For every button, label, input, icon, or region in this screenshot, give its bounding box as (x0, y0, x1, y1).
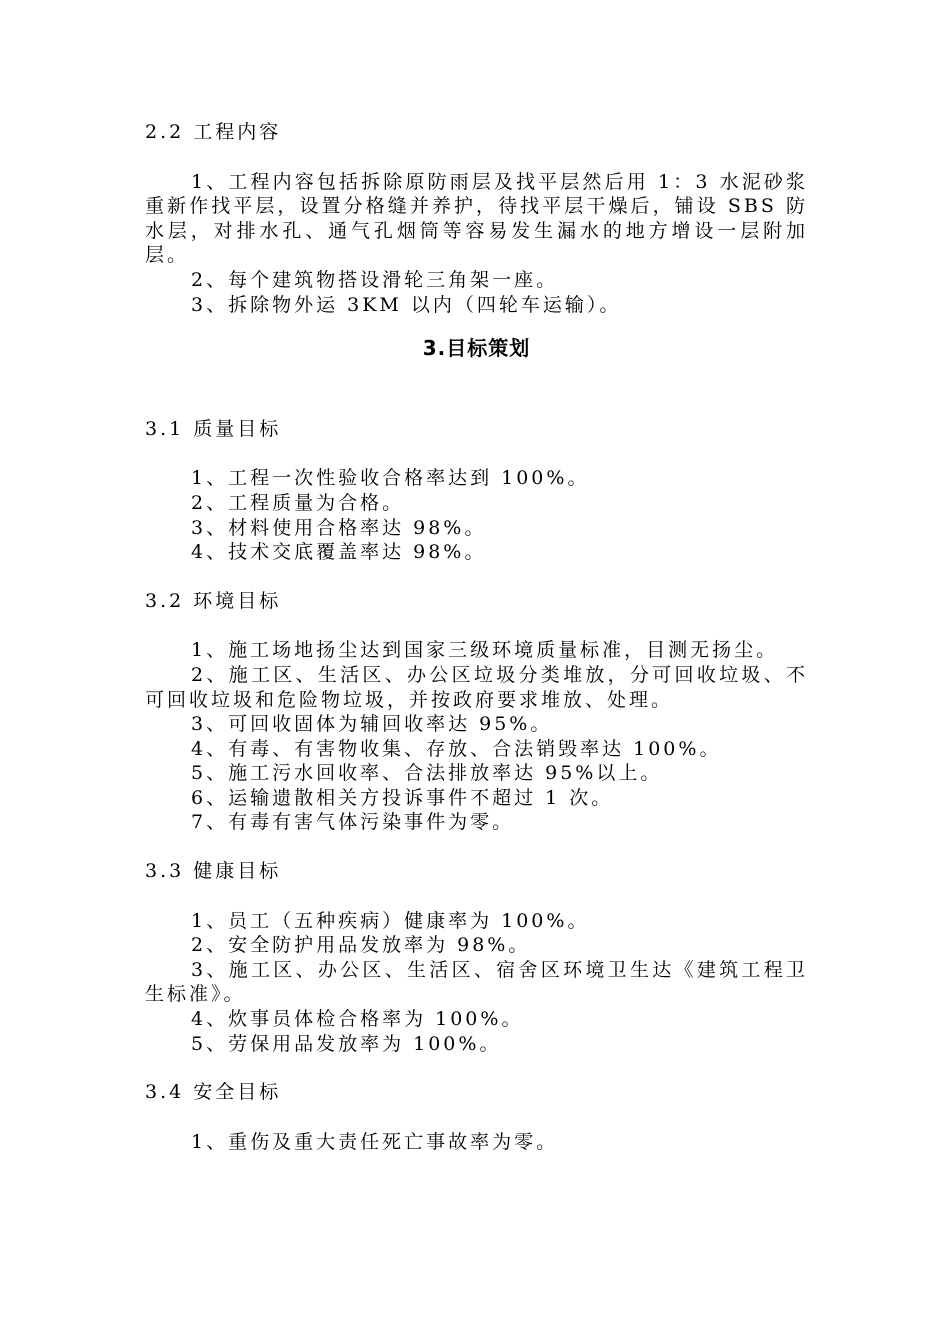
section-quality-goals (145, 417, 808, 565)
section-heading: 2.2 工程内容 (145, 121, 282, 143)
paragraph: 1、工程内容包括拆除原防雨层及找平层然后用 1：3 水泥砂浆重新作找平层，设置分格缝并养护，待找平层干燥后，铺设 SBS 防水层，对排水孔、通气孔烟筒等容易发生漏水的地方增设一层附加层。 (145, 170, 808, 267)
paragraph: 5、劳保用品发放率为 100%。 (191, 1032, 502, 1055)
paragraph: 2、工程质量为合格。 (191, 491, 405, 514)
paragraph: 1、施工场地扬尘达到国家三级环境质量标准，目测无扬尘。 (191, 639, 779, 662)
section-safety-goals (145, 1080, 808, 1154)
section-environment-goals (145, 589, 808, 835)
section-health-goals (145, 859, 808, 1056)
paragraph: 1、重伤及重大责任死亡事故率为零。 (191, 1130, 559, 1153)
paragraph: 2、安全防护用品发放率为 98%。 (191, 934, 531, 957)
section-heading: 3.1 质量目标 (145, 417, 282, 440)
paragraph: 4、炊事员体检合格率为 100%。 (191, 1008, 524, 1031)
paragraph: 2、施工区、生活区、办公区垃圾分类堆放，分可回收垃圾、不可回收垃圾和危险物垃圾，并按政府要求堆放、处理。 (145, 663, 808, 711)
paragraph: 6、运输遗散相关方投诉事件不超过 1 次。 (191, 786, 614, 809)
paragraph: 4、技术交底覆盖率达 98%。 (191, 541, 487, 564)
paragraph: 4、有毒、有害物收集、存放、合法销毁率达 100%。 (191, 737, 722, 760)
document-body (145, 120, 808, 1154)
section-heading: 3.3 健康目标 (145, 860, 282, 883)
paragraph: 1、工程一次性验收合格率达到 100%。 (191, 467, 590, 490)
paragraph: 3、施工区、办公区、生活区、宿舍区环境卫生达《建筑工程卫生标准》。 (145, 958, 808, 1006)
paragraph: 5、施工污水回收率、合法排放率达 95%以上。 (191, 762, 663, 785)
paragraph: 2、每个建筑物搭设滑轮三角架一座。 (191, 268, 559, 291)
chapter-title: 3.目标策划 (422, 336, 531, 361)
paragraph: 3、拆除物外运 3KM 以内（四轮车运输）。 (191, 293, 622, 316)
paragraph: 3、材料使用合格率达 98%。 (191, 516, 487, 539)
section-heading: 3.2 环境目标 (145, 589, 282, 612)
section-heading: 3.4 安全目标 (145, 1081, 282, 1104)
section-project-content (145, 120, 808, 317)
paragraph: 7、有毒有害气体污染事件为零。 (191, 811, 515, 834)
paragraph: 3、可回收固体为辅回收率达 95%。 (191, 713, 553, 736)
paragraph: 1、员工（五种疾病）健康率为 100%。 (191, 909, 590, 932)
